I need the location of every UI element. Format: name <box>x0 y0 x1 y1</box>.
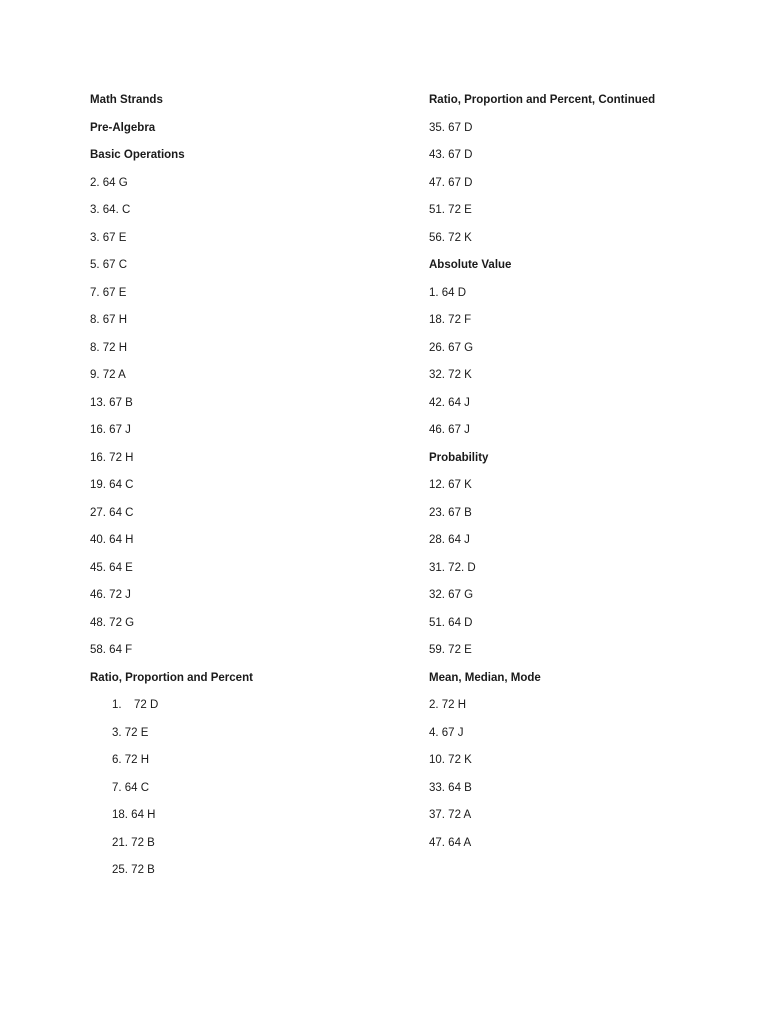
mean-median-mode-item: 2. 72 H <box>429 699 467 711</box>
absolute-value-item: 26. 67 G <box>429 341 474 354</box>
mean-median-mode-item: 47. 64 A <box>429 836 472 849</box>
absolute-value-item: 18. 72 F <box>429 314 472 326</box>
ratio-item-number: 1. <box>112 699 122 711</box>
basic-operations-item: 48. 72 G <box>90 616 135 629</box>
ratio-item: 6. 72 H <box>112 754 150 766</box>
ratio-item <box>90 696 390 724</box>
probability-item: 59. 72 E <box>429 644 472 656</box>
probability-item: 31. 72. D <box>429 561 476 574</box>
ratio-item: 21. 72 B <box>112 836 155 849</box>
section-heading-absolute-value: Absolute Value <box>429 259 512 271</box>
basic-operations-item: 40. 64 H <box>90 534 134 546</box>
basic-operations-item: 2. 64 G <box>90 176 128 189</box>
ratio-continued-item: 56. 72 K <box>429 231 472 244</box>
absolute-value-item: 42. 64 J <box>429 396 470 409</box>
document-title: Math Strands <box>90 94 163 106</box>
ratio-continued-item: 35. 67 D <box>429 121 473 134</box>
section-heading-probability: Probability <box>429 451 489 464</box>
mean-median-mode-item: 33. 64 B <box>429 781 472 794</box>
probability-item: 12. 67 K <box>429 479 472 491</box>
ratio-continued-item: 43. 67 D <box>429 149 473 161</box>
basic-operations-item: 27. 64 C <box>90 506 134 519</box>
basic-operations-item: 58. 64 F <box>90 644 133 656</box>
ratio-item: 7. 64 C <box>112 781 150 794</box>
ratio-item: 3. 72 E <box>112 726 149 739</box>
ratio-continued-item: 51. 72 E <box>429 204 472 216</box>
probability-item: 51. 64 D <box>429 616 473 629</box>
section-heading-basic-operations: Basic Operations <box>90 149 185 161</box>
basic-operations-item: 3. 64. C <box>90 204 131 216</box>
basic-operations-item: 8. 67 H <box>90 314 128 326</box>
mean-median-mode-item: 4. 67 J <box>429 726 464 739</box>
basic-operations-item: 8. 72 H <box>90 341 128 354</box>
probability-item: 28. 64 J <box>429 534 470 546</box>
section-heading-ratio-continued: Ratio, Proportion and Percent, Continued <box>429 94 656 106</box>
basic-operations-item: 3. 67 E <box>90 231 127 244</box>
basic-operations-item: 16. 67 J <box>90 424 131 436</box>
strand-heading-pre-algebra: Pre-Algebra <box>90 121 156 134</box>
basic-operations-item: 13. 67 B <box>90 396 133 409</box>
basic-operations-item: 7. 67 E <box>90 286 127 299</box>
probability-item: 23. 67 B <box>429 506 472 519</box>
absolute-value-item: 1. 64 D <box>429 286 467 299</box>
basic-operations-item: 5. 67 C <box>90 259 128 271</box>
ratio-item-value: 72 D <box>134 699 159 711</box>
right-column <box>429 91 749 861</box>
basic-operations-item: 9. 72 A <box>90 369 126 381</box>
section-heading-ratio-proportion-percent: Ratio, Proportion and Percent <box>90 671 253 684</box>
ratio-continued-item: 47. 67 D <box>429 176 473 189</box>
section-heading-mean-median-mode: Mean, Median, Mode <box>429 671 541 684</box>
basic-operations-item: 19. 64 C <box>90 479 134 491</box>
absolute-value-item: 32. 72 K <box>429 369 472 381</box>
absolute-value-item: 46. 67 J <box>429 424 470 436</box>
basic-operations-item: 16. 72 H <box>90 451 134 464</box>
ratio-item: 25. 72 B <box>112 864 155 876</box>
mean-median-mode-item: 37. 72 A <box>429 809 472 821</box>
left-column <box>90 91 390 889</box>
probability-item: 32. 67 G <box>429 589 474 601</box>
ratio-item: 18. 64 H <box>112 809 156 821</box>
basic-operations-item: 46. 72 J <box>90 589 131 601</box>
mean-median-mode-item: 10. 72 K <box>429 754 472 766</box>
basic-operations-item: 45. 64 E <box>90 561 133 574</box>
